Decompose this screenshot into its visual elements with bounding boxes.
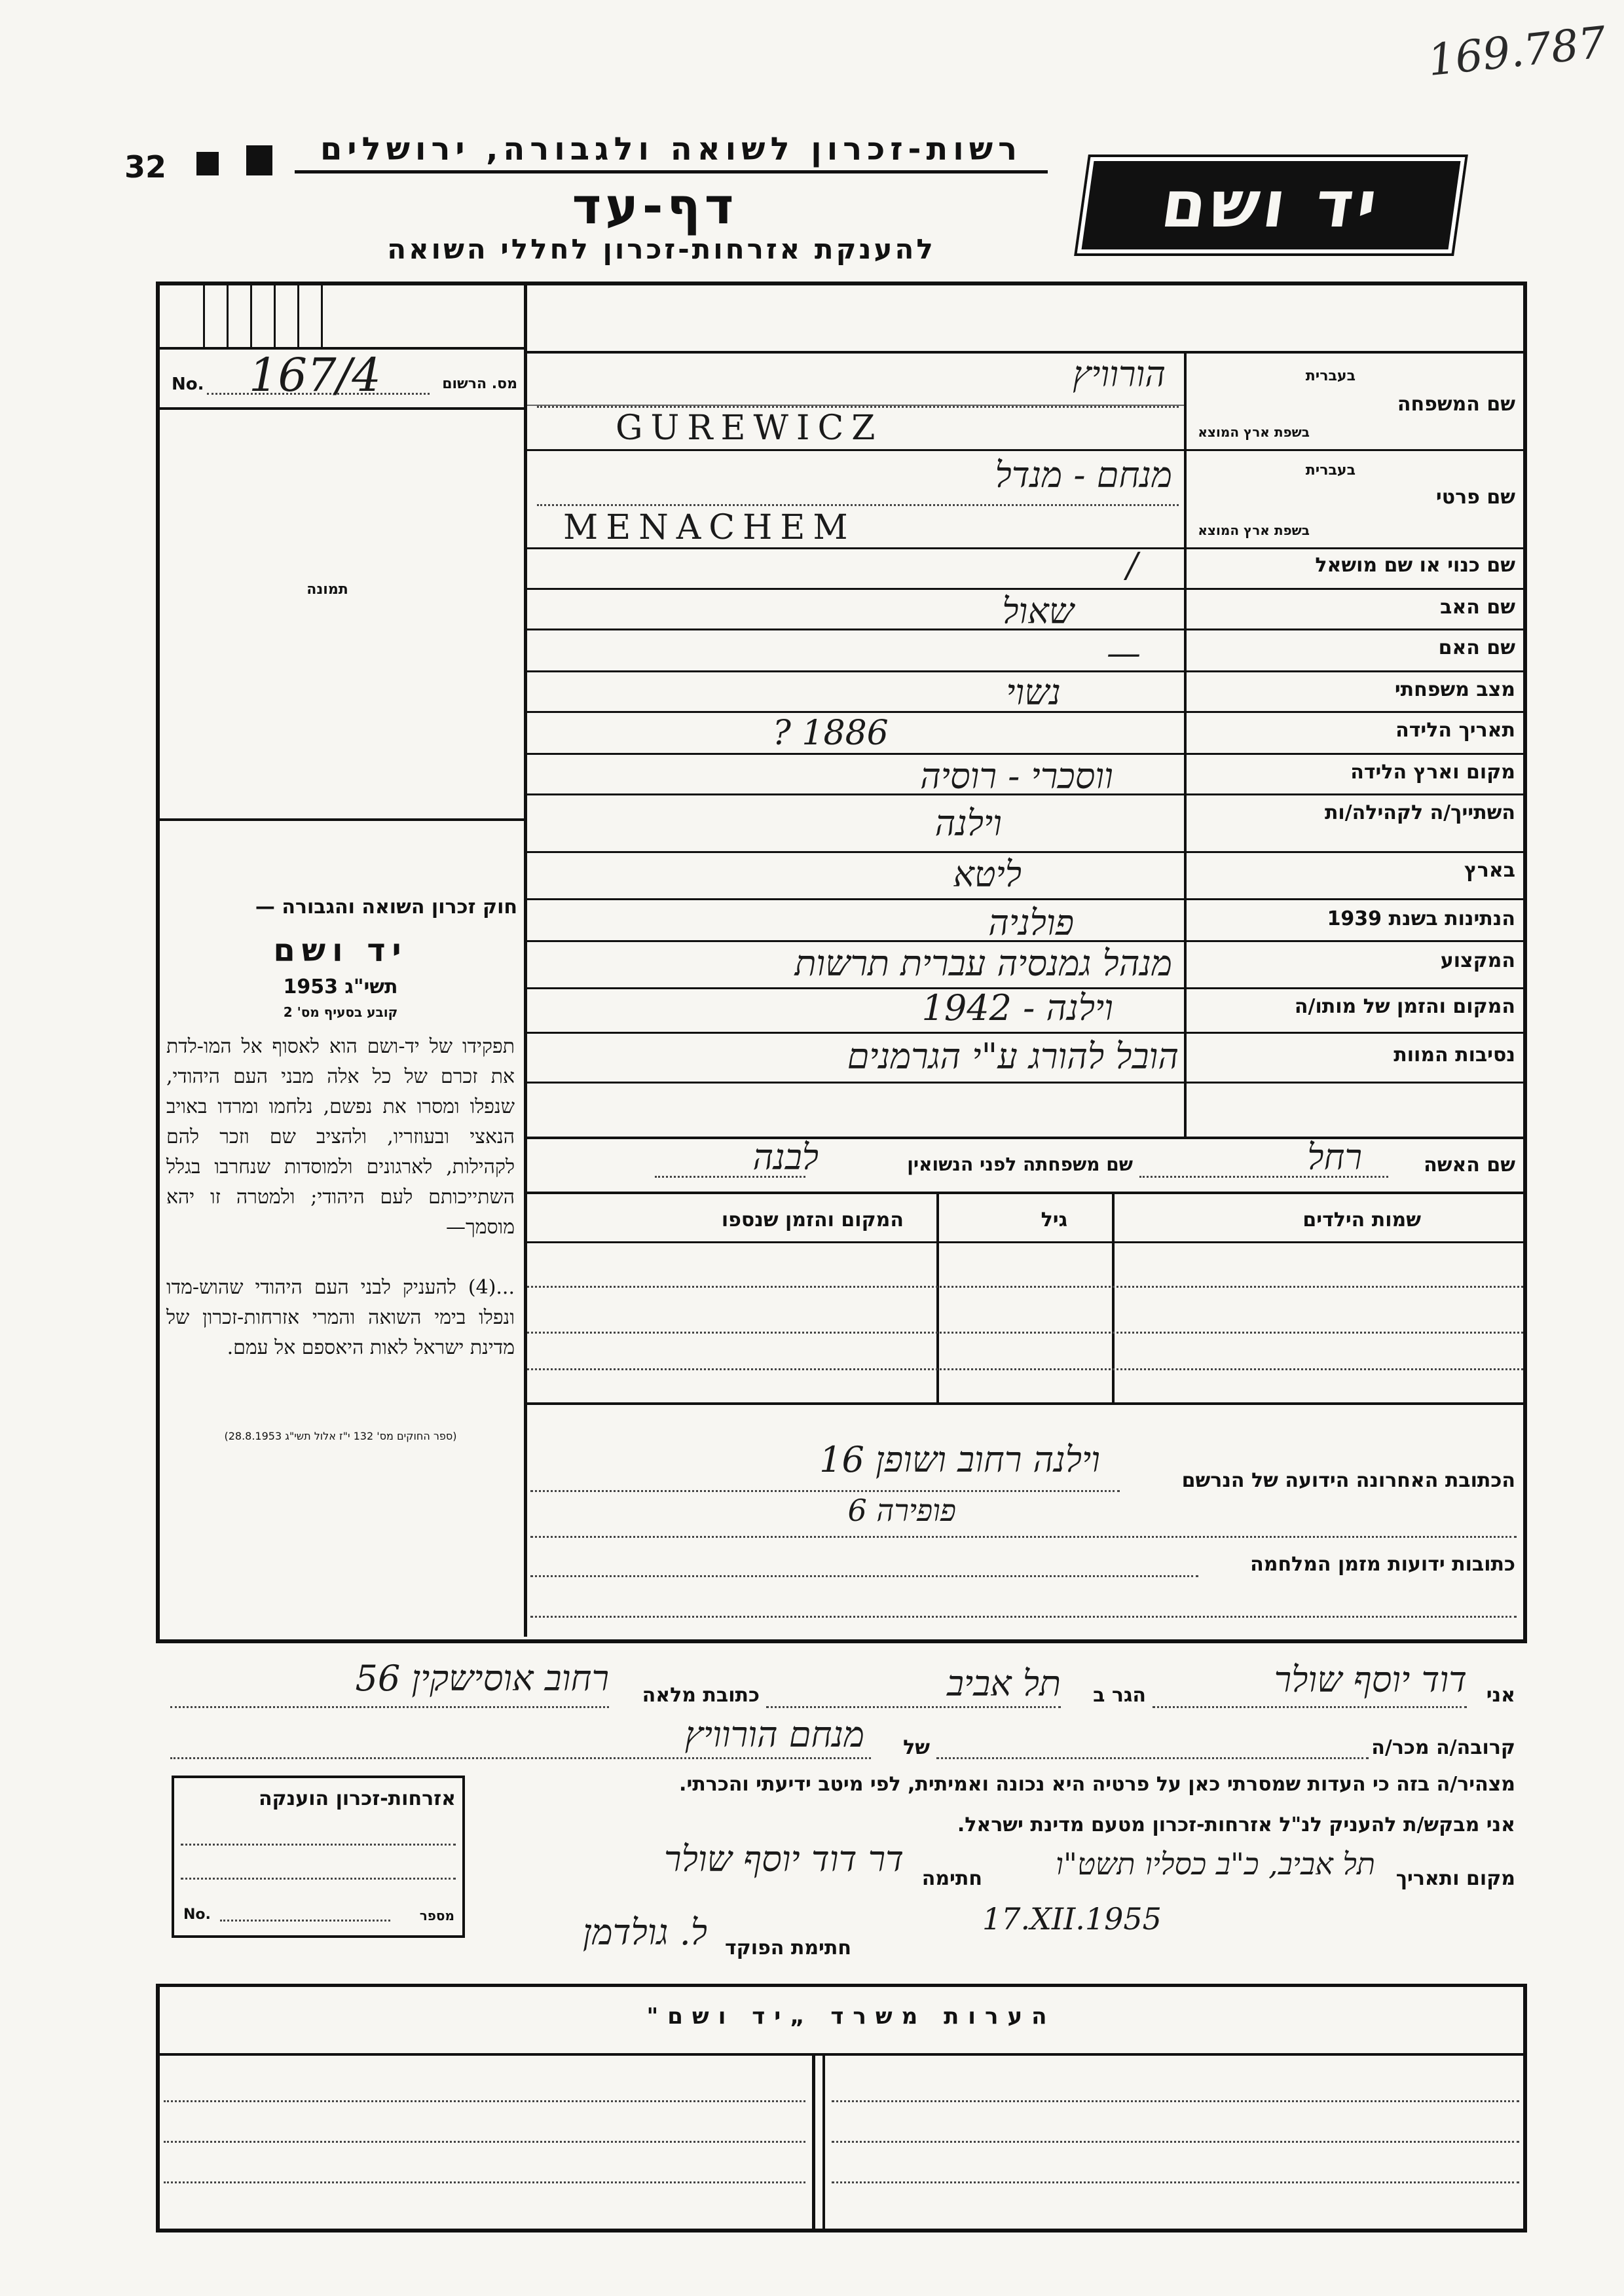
law-text-2: ...(4) להעניק לבני העם היהודי שהוש-מדו ונפלו בימי השואה והמרי אזרחות-זכרון של מדינת ישראל לאות היאספם אל עמם. bbox=[166, 1276, 515, 1359]
reg-no-label: No. bbox=[172, 374, 204, 394]
declarant-name: דוד יוסף שולר bbox=[1274, 1659, 1467, 1700]
archive-number: 169.787 bbox=[1425, 16, 1609, 86]
of-value: מנחם הורוויץ bbox=[684, 1714, 864, 1755]
authority-line: רשות-זכרון לשואה ולגבורה, ירושלים bbox=[295, 131, 1048, 173]
birth-date-label: תאריך הלידה bbox=[1395, 719, 1515, 742]
birth-place-label: מקום וארץ הלידה bbox=[1350, 761, 1515, 784]
form-title: דף-עד bbox=[572, 177, 738, 235]
label-col-divider bbox=[1184, 351, 1187, 1137]
grant-number-he: מספר bbox=[419, 1908, 454, 1923]
marital-status-label: מצב משפחתי bbox=[1394, 678, 1515, 701]
surname-in-origin: בשפת ארץ המוצא bbox=[1198, 424, 1310, 440]
reg-number: 167/4 bbox=[249, 348, 381, 402]
declarant-i-label: אני bbox=[1486, 1684, 1515, 1707]
resident-city: תל אביב bbox=[947, 1663, 1061, 1704]
reg-label: מס. הרשום bbox=[442, 376, 517, 392]
given-in-hebrew: בעברית bbox=[1305, 462, 1356, 479]
death-place-value: וילנה - 1942 bbox=[921, 987, 1113, 1029]
nickname-value: / bbox=[1126, 546, 1138, 585]
nickname-label: שם כנוי או שם מושאל bbox=[1315, 554, 1515, 577]
law-reference: (ספר החוקים מס' 132 י"ז אלול תשי"ג 28.8.1953) bbox=[224, 1430, 457, 1442]
community-label: השתייך/ה לקהילה/ות bbox=[1324, 801, 1515, 824]
mother-label: שם האם bbox=[1438, 636, 1515, 659]
full-address-label: כתובת מלאה bbox=[642, 1684, 760, 1707]
signature-value: דר דוד יוסף שולר bbox=[664, 1838, 904, 1880]
children-age-header: גיל bbox=[1041, 1209, 1067, 1231]
law-year: תשי"ג 1953 bbox=[283, 975, 398, 998]
given-hebrew-value: מנחם - מנדל bbox=[995, 454, 1172, 496]
frame-top bbox=[157, 282, 1526, 285]
law-title: חוק זכרון השואה והגבורה — bbox=[255, 896, 517, 919]
law-text: תפקידו של יד-ושם הוא לאסוף אל המו-לדת את זכרם של כל אלה מבני העם היהודי, שנפלו ומסרו את נפשם, נלחמו ומרדו באויב הנאצי ובעוזריו, ולהציב שם וזכר להם לקהילות, לארגונים ולמוסדות שנחרבו בגלל השתייכותם לעם היהודי; ולמטרה זו יהא מוסמך— bbox=[166, 1035, 515, 1239]
frame-right bbox=[1523, 282, 1527, 1643]
birth-place-value: ווסכרי - רוסיה bbox=[920, 756, 1113, 797]
citizenship-label: הנתינות בשנת 1939 bbox=[1327, 907, 1515, 930]
place-date-value: תל אביב, כ"ב כסליו תשט"ו bbox=[1056, 1846, 1375, 1882]
birth-date-value: ? 1886 bbox=[773, 714, 889, 753]
stamp-mark-2 bbox=[246, 145, 272, 175]
children-names-header: שמות הילדים bbox=[1302, 1209, 1421, 1231]
wife-label: שם האשה bbox=[1424, 1154, 1515, 1176]
page-marker: 32 bbox=[124, 149, 167, 185]
mother-value: — bbox=[1107, 634, 1141, 673]
community-value: וילנה bbox=[934, 803, 1002, 844]
citizenship-value: פולניה bbox=[988, 902, 1074, 943]
logo-text: יד ושם bbox=[1156, 168, 1386, 242]
signature-label: חתימה bbox=[921, 1867, 982, 1890]
officer-signature: ל. גולדמן bbox=[582, 1912, 707, 1953]
marital-status-value: נשוי bbox=[1006, 672, 1061, 713]
profession-value: מנהל גמנסיה עברית תרשות bbox=[794, 943, 1172, 984]
profession-label: המקצוע bbox=[1440, 949, 1515, 972]
given-name-label: שם פרטי bbox=[1435, 486, 1515, 509]
given-in-origin: בשפת ארץ המוצא bbox=[1198, 522, 1310, 538]
children-death-header: המקום והזמן שנספו bbox=[721, 1209, 904, 1231]
surname-label: שם המשפחה bbox=[1397, 393, 1515, 416]
frame-bottom bbox=[156, 1639, 1527, 1643]
wartime-address-label: כתובות ידועות מזמן המלחמה bbox=[1250, 1553, 1515, 1576]
relative-label: קרובה/ה מכר/ה bbox=[1371, 1736, 1515, 1759]
maiden-name-label: שם משפחתה לפני הנשואין bbox=[907, 1154, 1133, 1175]
form-subtitle: להענקת אזרחות-זכרון לחללי השואה bbox=[387, 233, 936, 265]
statement-1: מצהיר/ה בזה כי העדות שמסרתי כאן על פרטיה היא נכונה ואמיתית, לפי מיטב ידיעתי והכרתי. bbox=[679, 1773, 1515, 1796]
photo-label: תמונה bbox=[306, 581, 348, 598]
last-address-value: וילנה רחוב ושופן 16 bbox=[819, 1439, 1100, 1480]
surname-hebrew-value: הורוויץ bbox=[1073, 354, 1166, 395]
death-circumstances-value: הובל להורג ע"י הגרמנים bbox=[847, 1036, 1179, 1077]
death-place-label: המקום והזמן של מותו/ה bbox=[1294, 995, 1515, 1018]
maiden-name-value: לבנה bbox=[752, 1137, 819, 1178]
law-section: קובע בסעיף מס' 2 bbox=[283, 1004, 398, 1020]
remarks-title: הערות משרד „יד ושם" bbox=[646, 2003, 1056, 2030]
left-col-divider bbox=[524, 282, 527, 1637]
place-date-label: מקום ותאריך bbox=[1395, 1867, 1515, 1890]
given-origin-value: MENACHEM bbox=[563, 508, 856, 547]
place-date-value-2: 17.XII.1955 bbox=[982, 1901, 1162, 1937]
father-value: שאול bbox=[1002, 591, 1074, 632]
death-circumstances-label: נסיבות המוות bbox=[1393, 1044, 1515, 1066]
yad-vashem-logo bbox=[1077, 157, 1466, 253]
country-label: בארץ bbox=[1464, 859, 1515, 882]
grant-title: אזרחות-זכרון הוענקה bbox=[258, 1787, 456, 1810]
statement-2: אני מבקש/ת להעניק לנ"ל אזרחות-זכרון מטעם מדינת ישראל. bbox=[957, 1813, 1515, 1836]
full-address-value: רחוב אוסישקין 56 bbox=[355, 1658, 609, 1699]
of-label: של bbox=[903, 1736, 930, 1759]
last-address-value-2: פופירה 6 bbox=[847, 1493, 956, 1528]
stamp-mark bbox=[196, 152, 219, 175]
grant-no-label: No. bbox=[183, 1906, 211, 1923]
country-value: ליטא bbox=[953, 854, 1022, 895]
frame-left bbox=[156, 282, 160, 1643]
surname-origin-value: GUREWICZ bbox=[616, 409, 883, 448]
officer-label: חתימת הפוקד bbox=[725, 1937, 851, 1959]
last-address-label: הכתובת האחרונה הידועה של הנרשם bbox=[1181, 1469, 1515, 1492]
surname-in-hebrew: בעברית bbox=[1305, 368, 1356, 384]
resident-label: הגר ב bbox=[1093, 1684, 1146, 1707]
grant-box bbox=[172, 1776, 465, 1938]
father-label: שם האב bbox=[1440, 596, 1515, 619]
law-name: יד ושם bbox=[273, 932, 408, 969]
wife-value: רחל bbox=[1307, 1137, 1362, 1178]
